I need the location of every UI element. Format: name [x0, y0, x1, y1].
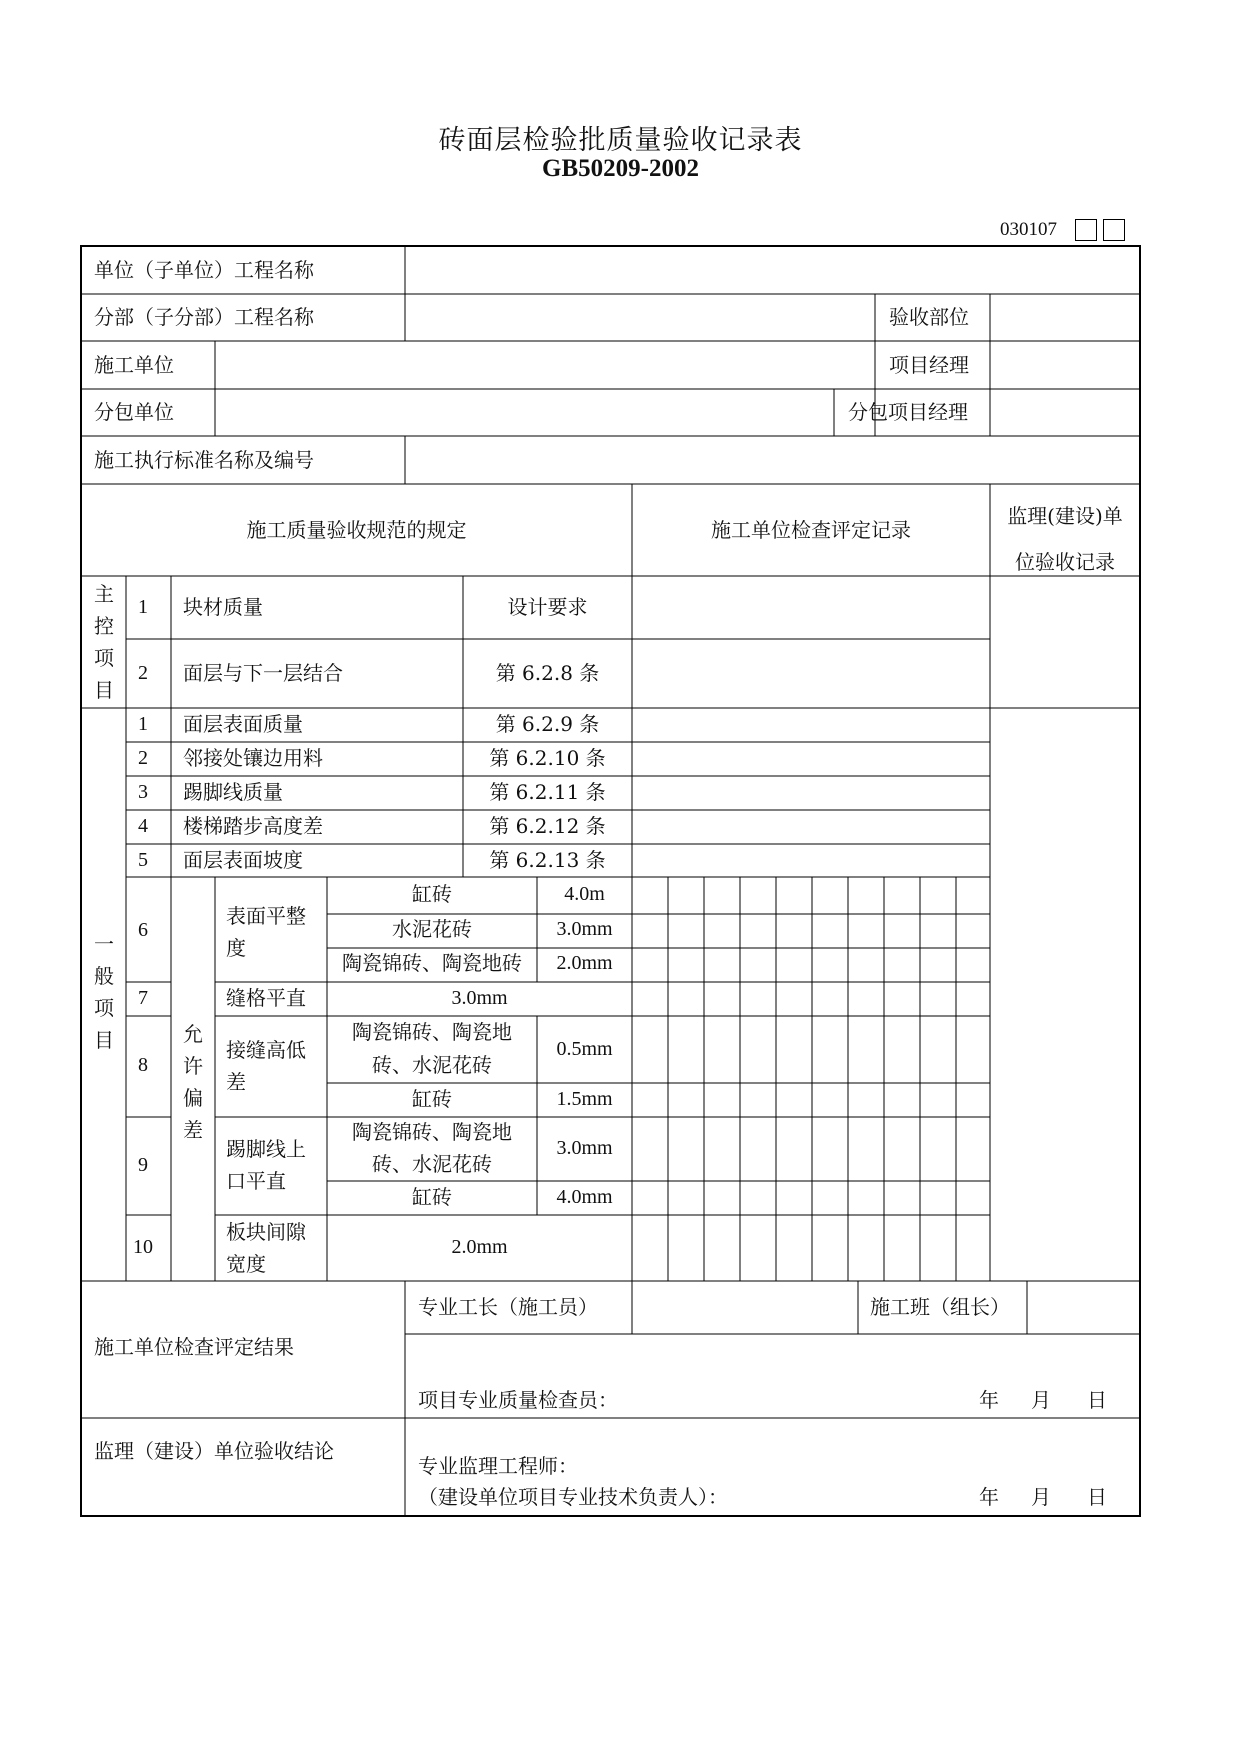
general-item-3-name: 踢脚线质量 [183, 780, 283, 804]
item6-value-3: 2.0mm [556, 952, 613, 974]
team-leader-label: 施工班（组长） [870, 1295, 1010, 1319]
deviation-item-9-no: 9 [138, 1154, 148, 1176]
general-item-5-no: 5 [138, 849, 148, 871]
item8-value-1: 0.5mm [556, 1038, 613, 1060]
main-item-1-no: 1 [138, 596, 148, 618]
deviation-item-8-no: 8 [138, 1054, 148, 1076]
general-item-5-name: 面层表面坡度 [183, 848, 303, 872]
general-item-4-no: 4 [138, 815, 148, 837]
main-item-2-clause: 第 6.2.8 条 [495, 661, 600, 685]
result-month-label: 月 [1031, 1388, 1051, 1412]
allowed-deviation-label: 允许偏差 [183, 1022, 203, 1142]
item9-value-1: 3.0mm [556, 1137, 613, 1159]
item6-value-1: 4.0m [564, 883, 605, 905]
item9-value-2: 4.0mm [556, 1186, 613, 1208]
spec-column-header: 施工质量验收规范的规定 [246, 518, 467, 542]
deviation-item-7-no: 7 [138, 987, 148, 1009]
general-items-label: 一般项目 [94, 932, 114, 1052]
deviation-item-6-name: 表面平整度 [226, 904, 306, 960]
general-item-3-clause: 第 6.2.11 条 [489, 780, 606, 804]
division-project-name-label: 分部（子分部）工程名称 [94, 305, 314, 329]
main-control-label: 主控项目 [94, 582, 114, 702]
general-item-5-clause: 第 6.2.13 条 [489, 848, 606, 872]
construction-unit-label: 施工单位 [94, 353, 174, 377]
item9-material-1: 陶瓷锦砖、陶瓷地砖、水泥花砖 [352, 1120, 512, 1176]
main-item-1-name: 块材质量 [183, 595, 263, 619]
item9-material-2: 缸砖 [412, 1185, 452, 1209]
item8-value-2: 1.5mm [556, 1088, 613, 1110]
item6-material-3: 陶瓷锦砖、陶瓷地砖 [342, 951, 522, 975]
main-item-1-clause: 设计要求 [507, 595, 588, 619]
deviation-item-10-name: 板块间隙宽度 [226, 1220, 306, 1276]
deviation-item-8-name: 接缝高低差 [226, 1038, 306, 1094]
general-item-3-no: 3 [138, 781, 148, 803]
unit-project-name-label: 单位（子单位）工程名称 [94, 258, 314, 282]
main-item-2-no: 2 [138, 662, 148, 684]
owner-representative-label: （建设单位项目专业技术负责人）： [418, 1485, 728, 1509]
deviation-item-6-no: 6 [138, 919, 148, 941]
general-item-2-name: 邻接处镶边用料 [183, 746, 323, 770]
execution-standard-label: 施工执行标准名称及编号 [94, 448, 314, 472]
general-item-4-name: 楼梯踏步高度差 [183, 814, 323, 838]
result-year-label: 年 [979, 1388, 999, 1412]
contractor-record-header: 施工单位检查评定记录 [711, 518, 911, 542]
item6-material-2: 水泥花砖 [392, 917, 472, 941]
foreman-label: 专业工长（施工员） [418, 1295, 598, 1319]
item8-material-2: 缸砖 [412, 1087, 452, 1111]
main-item-2-name: 面层与下一层结合 [183, 661, 343, 685]
general-item-4-clause: 第 6.2.12 条 [489, 814, 606, 838]
subcontract-manager-label: 分包项目经理 [848, 400, 968, 424]
contractor-result-label: 施工单位检查评定结果 [94, 1335, 294, 1359]
supervising-engineer-label: 专业监理工程师： [418, 1454, 578, 1478]
document-title: 砖面层检验批质量验收记录表 [438, 125, 803, 156]
item6-value-2: 3.0mm [556, 918, 613, 940]
item8-material-1: 陶瓷锦砖、陶瓷地砖、水泥花砖 [352, 1020, 512, 1077]
item6-material-1: 缸砖 [412, 882, 452, 906]
general-item-2-no: 2 [138, 747, 148, 769]
general-item-1-clause: 第 6.2.9 条 [495, 712, 600, 736]
deviation-item-9-name: 踢脚线上口平直 [226, 1137, 306, 1193]
conclusion-day-label: 日 [1087, 1485, 1107, 1509]
deviation-item-10-no: 10 [133, 1236, 153, 1258]
general-item-1-no: 1 [138, 713, 148, 735]
quality-inspector-label: 项目专业质量检查员： [418, 1388, 618, 1412]
deviation-item-7-name: 缝格平直 [226, 986, 306, 1010]
conclusion-year-label: 年 [979, 1485, 999, 1509]
standard-code: GB50209-2002 [542, 155, 699, 182]
acceptance-part-label: 验收部位 [889, 305, 969, 329]
item10-value: 2.0mm [451, 1236, 508, 1258]
project-manager-label: 项目经理 [889, 353, 969, 377]
subcontract-unit-label: 分包单位 [94, 400, 174, 424]
item7-value: 3.0mm [451, 987, 508, 1009]
result-day-label: 日 [1087, 1388, 1107, 1412]
supervisor-conclusion-label: 监理（建设）单位验收结论 [94, 1439, 334, 1463]
general-item-2-clause: 第 6.2.10 条 [489, 746, 606, 770]
conclusion-month-label: 月 [1031, 1485, 1051, 1509]
supervisor-record-header: 监理(建设)单位验收记录 [1007, 504, 1123, 574]
general-item-1-name: 面层表面质量 [183, 712, 303, 736]
form-code: 030107 [1000, 219, 1057, 240]
